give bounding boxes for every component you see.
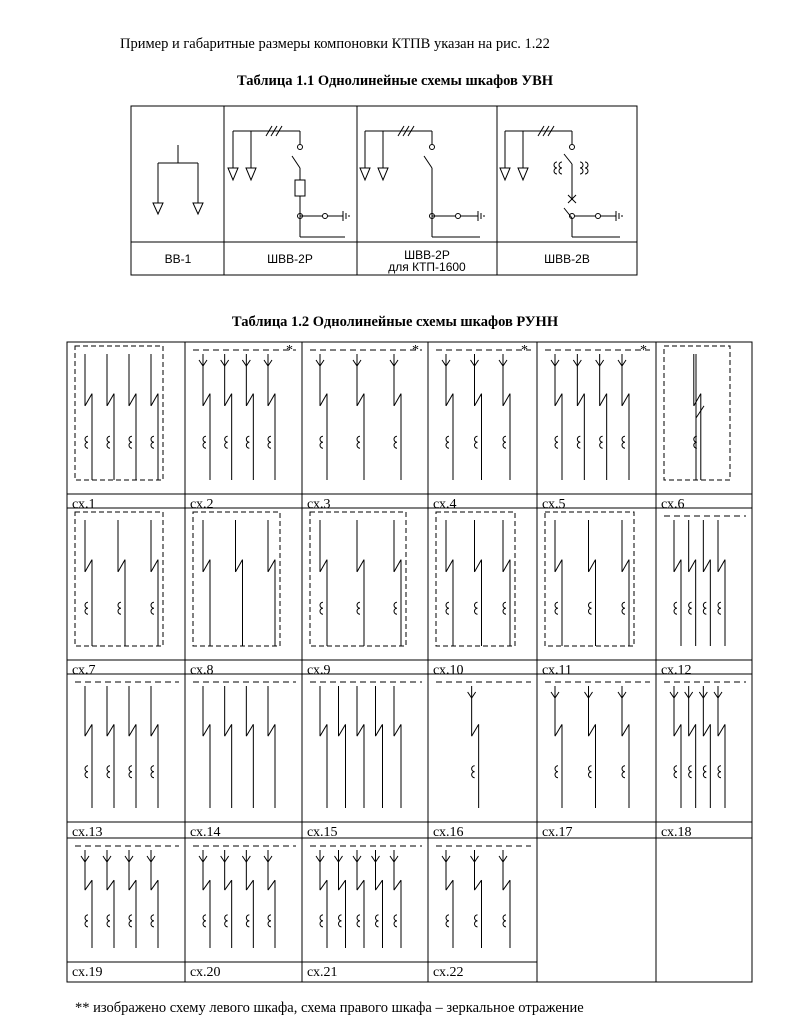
ct-coil xyxy=(203,915,206,927)
ct-coil xyxy=(503,915,506,927)
label-shvv2r: ШВВ-2Р xyxy=(267,252,313,266)
ct-coil xyxy=(555,436,558,448)
ct-coil xyxy=(129,766,132,778)
switch-blade xyxy=(129,880,136,890)
ct-coil xyxy=(446,436,449,448)
switch-blade xyxy=(622,394,629,406)
switch-blade xyxy=(151,394,158,406)
switch-blade xyxy=(472,724,479,736)
scheme-label: сх.14 xyxy=(190,825,221,840)
switch-blade xyxy=(246,394,253,406)
switch-blade xyxy=(85,880,92,890)
scheme-label: сх.20 xyxy=(190,965,221,980)
switch-blade xyxy=(703,724,710,736)
switch-blade xyxy=(689,560,696,572)
dashed-frame xyxy=(545,512,634,646)
scheme-label: сх.2 xyxy=(190,497,214,512)
ct-coil xyxy=(394,436,397,448)
switch-blade xyxy=(203,880,210,890)
switch-blade xyxy=(503,560,510,572)
switch-blade xyxy=(674,560,681,572)
table2-schematics xyxy=(75,346,746,948)
scheme-label: сх.4 xyxy=(433,497,457,512)
ct-coil xyxy=(674,602,677,614)
ct-coil xyxy=(151,915,154,927)
intro-text: Пример и габаритные размеры компоновки КТПВ указан на рис. 1.22 xyxy=(120,36,550,52)
ct-coil xyxy=(151,766,154,778)
switch-blade xyxy=(236,560,243,572)
switch-blade xyxy=(246,880,253,890)
scheme-label: сх.5 xyxy=(542,497,566,512)
schematic-cell xyxy=(436,350,531,480)
schematic-cell xyxy=(75,846,179,948)
switch-blade xyxy=(129,724,136,736)
ct-coil xyxy=(394,915,397,927)
footnote: ** изображено схему левого шкафа, схема правого шкафа – зеркальное отражение xyxy=(75,1000,584,1016)
table2-grid xyxy=(67,342,752,982)
scheme-label: сх.1 xyxy=(72,497,96,512)
ct-coil xyxy=(118,602,121,614)
ct-coil xyxy=(622,436,625,448)
switch-blade xyxy=(225,394,232,406)
ct-coil xyxy=(446,915,449,927)
schematic-cell xyxy=(310,350,422,480)
switch-blade xyxy=(320,880,327,890)
ct-coil xyxy=(555,766,558,778)
switch-blade xyxy=(107,880,114,890)
schematic-vv1 xyxy=(153,145,203,214)
scheme-label: сх.3 xyxy=(307,497,331,512)
switch-blade xyxy=(151,560,158,572)
switch-blade xyxy=(555,394,562,406)
label-shvv2v: ШВВ-2В xyxy=(544,252,590,266)
switch-blade xyxy=(129,394,136,406)
switch-blade xyxy=(225,880,232,890)
schematic-cell xyxy=(545,682,650,808)
ct-coil xyxy=(600,436,603,448)
switch-blade xyxy=(394,880,401,890)
scheme-label: сх.22 xyxy=(433,965,464,980)
switch-blade xyxy=(203,560,210,572)
ct-coil xyxy=(703,766,706,778)
ct-coil xyxy=(246,915,249,927)
schematic-cell xyxy=(310,682,422,808)
ct-coil xyxy=(446,602,449,614)
dashed-frame xyxy=(193,512,280,646)
schematic-shvv2r xyxy=(228,126,349,237)
table1-caption: Таблица 1.1 Однолинейные схемы шкафов УВН xyxy=(236,73,554,89)
table2-border xyxy=(67,342,752,982)
ct-coil xyxy=(718,766,721,778)
scheme-label: сх.17 xyxy=(542,825,573,840)
ct-coil xyxy=(376,915,379,927)
switch-blade xyxy=(555,724,562,736)
ct-coil xyxy=(674,766,677,778)
table2-caption: Таблица 1.2 Однолинейные схемы шкафов РУНН xyxy=(231,314,559,330)
ct-coil xyxy=(107,915,110,927)
scheme-label: сх.10 xyxy=(433,663,464,678)
switch-blade xyxy=(107,394,114,406)
scheme-label: сх.9 xyxy=(307,663,331,678)
ct-coil xyxy=(151,602,154,614)
switch-blade xyxy=(718,560,725,572)
switch-blade xyxy=(268,724,275,736)
ct-coil xyxy=(85,766,88,778)
switch-blade xyxy=(246,724,253,736)
ct-coil xyxy=(503,436,506,448)
ct-coil xyxy=(718,602,721,614)
schematic-cell xyxy=(664,346,730,480)
star-mark: * xyxy=(286,343,293,358)
switch-blade xyxy=(203,394,210,406)
switch-blade xyxy=(151,880,158,890)
switch-blade xyxy=(689,724,696,736)
schematic-cell xyxy=(193,682,296,808)
schematic-cell xyxy=(545,512,634,646)
dashed-frame xyxy=(310,512,406,646)
ct-coil xyxy=(503,602,506,614)
switch-blade xyxy=(339,880,346,890)
ct-coil xyxy=(475,602,478,614)
switch-blade xyxy=(446,880,453,890)
ct-coil xyxy=(225,915,228,927)
schematic-cell xyxy=(664,516,746,646)
label-vv1: ВВ-1 xyxy=(164,252,192,266)
schematic-shvv2r-1600 xyxy=(360,126,484,237)
switch-blade xyxy=(622,724,629,736)
ct-coil xyxy=(472,766,475,778)
switch-blade xyxy=(394,394,401,406)
switch-blade xyxy=(151,724,158,736)
ct-coil xyxy=(703,602,706,614)
switch-blade xyxy=(555,560,562,572)
dashed-frame xyxy=(75,512,163,646)
star-mark: * xyxy=(640,343,647,358)
switch-blade xyxy=(718,724,725,736)
switch-blade xyxy=(268,880,275,890)
scheme-label: сх.19 xyxy=(72,965,103,980)
switch-blade xyxy=(118,560,125,572)
ct-coil xyxy=(357,602,360,614)
schematic-cell xyxy=(75,512,163,646)
table2-labels xyxy=(72,343,692,980)
switch-blade xyxy=(674,724,681,736)
ct-coil xyxy=(85,915,88,927)
ct-coil xyxy=(589,766,592,778)
switch-blade xyxy=(339,724,346,736)
ct-coil xyxy=(85,436,88,448)
schematic-cell xyxy=(193,846,296,948)
switch-blade xyxy=(357,724,364,736)
switch-blade xyxy=(475,880,482,890)
ct-coil xyxy=(555,602,558,614)
switch-blade xyxy=(268,394,275,406)
switch-blade xyxy=(107,724,114,736)
star-mark: * xyxy=(412,343,419,358)
switch-blade xyxy=(394,560,401,572)
schematic-cell xyxy=(75,346,163,480)
ct-coil xyxy=(577,436,580,448)
scheme-label: сх.11 xyxy=(542,663,573,678)
ct-coil xyxy=(475,436,478,448)
ct-coil xyxy=(394,602,397,614)
label-shvv2r-2: ШВВ-2Р xyxy=(404,248,450,262)
schematic-cell xyxy=(310,846,422,948)
ct-coil xyxy=(107,436,110,448)
scheme-label: сх.13 xyxy=(72,825,103,840)
switch-blade xyxy=(85,394,92,406)
ct-coil xyxy=(85,602,88,614)
scheme-label: сх.12 xyxy=(661,663,692,678)
ct-coil xyxy=(357,915,360,927)
switch-blade xyxy=(577,394,584,406)
switch-blade xyxy=(503,880,510,890)
switch-blade xyxy=(268,560,275,572)
schematic-cell xyxy=(75,682,179,808)
switch-blade xyxy=(694,394,701,406)
schematic-cell xyxy=(664,682,746,808)
dashed-frame xyxy=(75,346,163,480)
ct-coil xyxy=(339,915,342,927)
switch-blade xyxy=(394,724,401,736)
scheme-label: сх.8 xyxy=(190,663,214,678)
switch-blade xyxy=(320,394,327,406)
switch-blade xyxy=(503,394,510,406)
dashed-frame xyxy=(664,346,730,480)
scheme-label: сх.21 xyxy=(307,965,338,980)
switch-blade xyxy=(446,560,453,572)
schematic-cell xyxy=(310,512,406,646)
switch-blade xyxy=(357,880,364,890)
scheme-label: сх.7 xyxy=(72,663,96,678)
switch-blade xyxy=(589,560,596,572)
ct-coil xyxy=(107,766,110,778)
switch-blade xyxy=(589,724,596,736)
ct-coil xyxy=(320,436,323,448)
switch-blade xyxy=(320,560,327,572)
scheme-label: сх.6 xyxy=(661,497,685,512)
schematic-cell xyxy=(436,682,531,808)
star-mark: * xyxy=(521,343,528,358)
switch-blade xyxy=(357,394,364,406)
ct-coil xyxy=(320,915,323,927)
ct-coil xyxy=(129,436,132,448)
schematic-cell xyxy=(193,350,296,480)
ct-coil xyxy=(225,436,228,448)
switch-blade xyxy=(357,560,364,572)
schematic-cell xyxy=(436,512,515,646)
schematic-shvv2v xyxy=(500,126,622,237)
schematic-cell xyxy=(193,512,280,646)
switch-blade xyxy=(85,560,92,572)
ct-coil xyxy=(689,602,692,614)
ct-coil xyxy=(320,602,323,614)
schematic-cell xyxy=(436,846,531,948)
schematic-cell xyxy=(545,350,650,480)
switch-blade xyxy=(622,560,629,572)
switch-blade xyxy=(475,560,482,572)
switch-blade xyxy=(320,724,327,736)
switch-blade xyxy=(85,724,92,736)
ct-coil xyxy=(246,436,249,448)
ct-coil xyxy=(689,766,692,778)
switch-blade xyxy=(376,724,383,736)
switch-blade xyxy=(600,394,607,406)
ct-coil xyxy=(203,436,206,448)
label-shvv2r-sub: для КТП-1600 xyxy=(388,260,466,274)
ct-coil xyxy=(268,915,271,927)
switch-blade xyxy=(376,880,383,890)
switch-blade xyxy=(203,724,210,736)
ct-coil xyxy=(622,766,625,778)
ct-coil xyxy=(357,436,360,448)
ct-coil xyxy=(151,436,154,448)
switch-blade xyxy=(225,724,232,736)
scheme-label: сх.18 xyxy=(661,825,692,840)
ct-coil xyxy=(589,602,592,614)
ct-coil xyxy=(475,915,478,927)
scheme-label: сх.15 xyxy=(307,825,338,840)
ct-coil xyxy=(268,436,271,448)
switch-blade xyxy=(475,394,482,406)
scheme-label: сх.16 xyxy=(433,825,464,840)
ct-coil xyxy=(129,915,132,927)
ct-coil xyxy=(622,602,625,614)
switch-blade xyxy=(703,560,710,572)
switch-blade xyxy=(446,394,453,406)
